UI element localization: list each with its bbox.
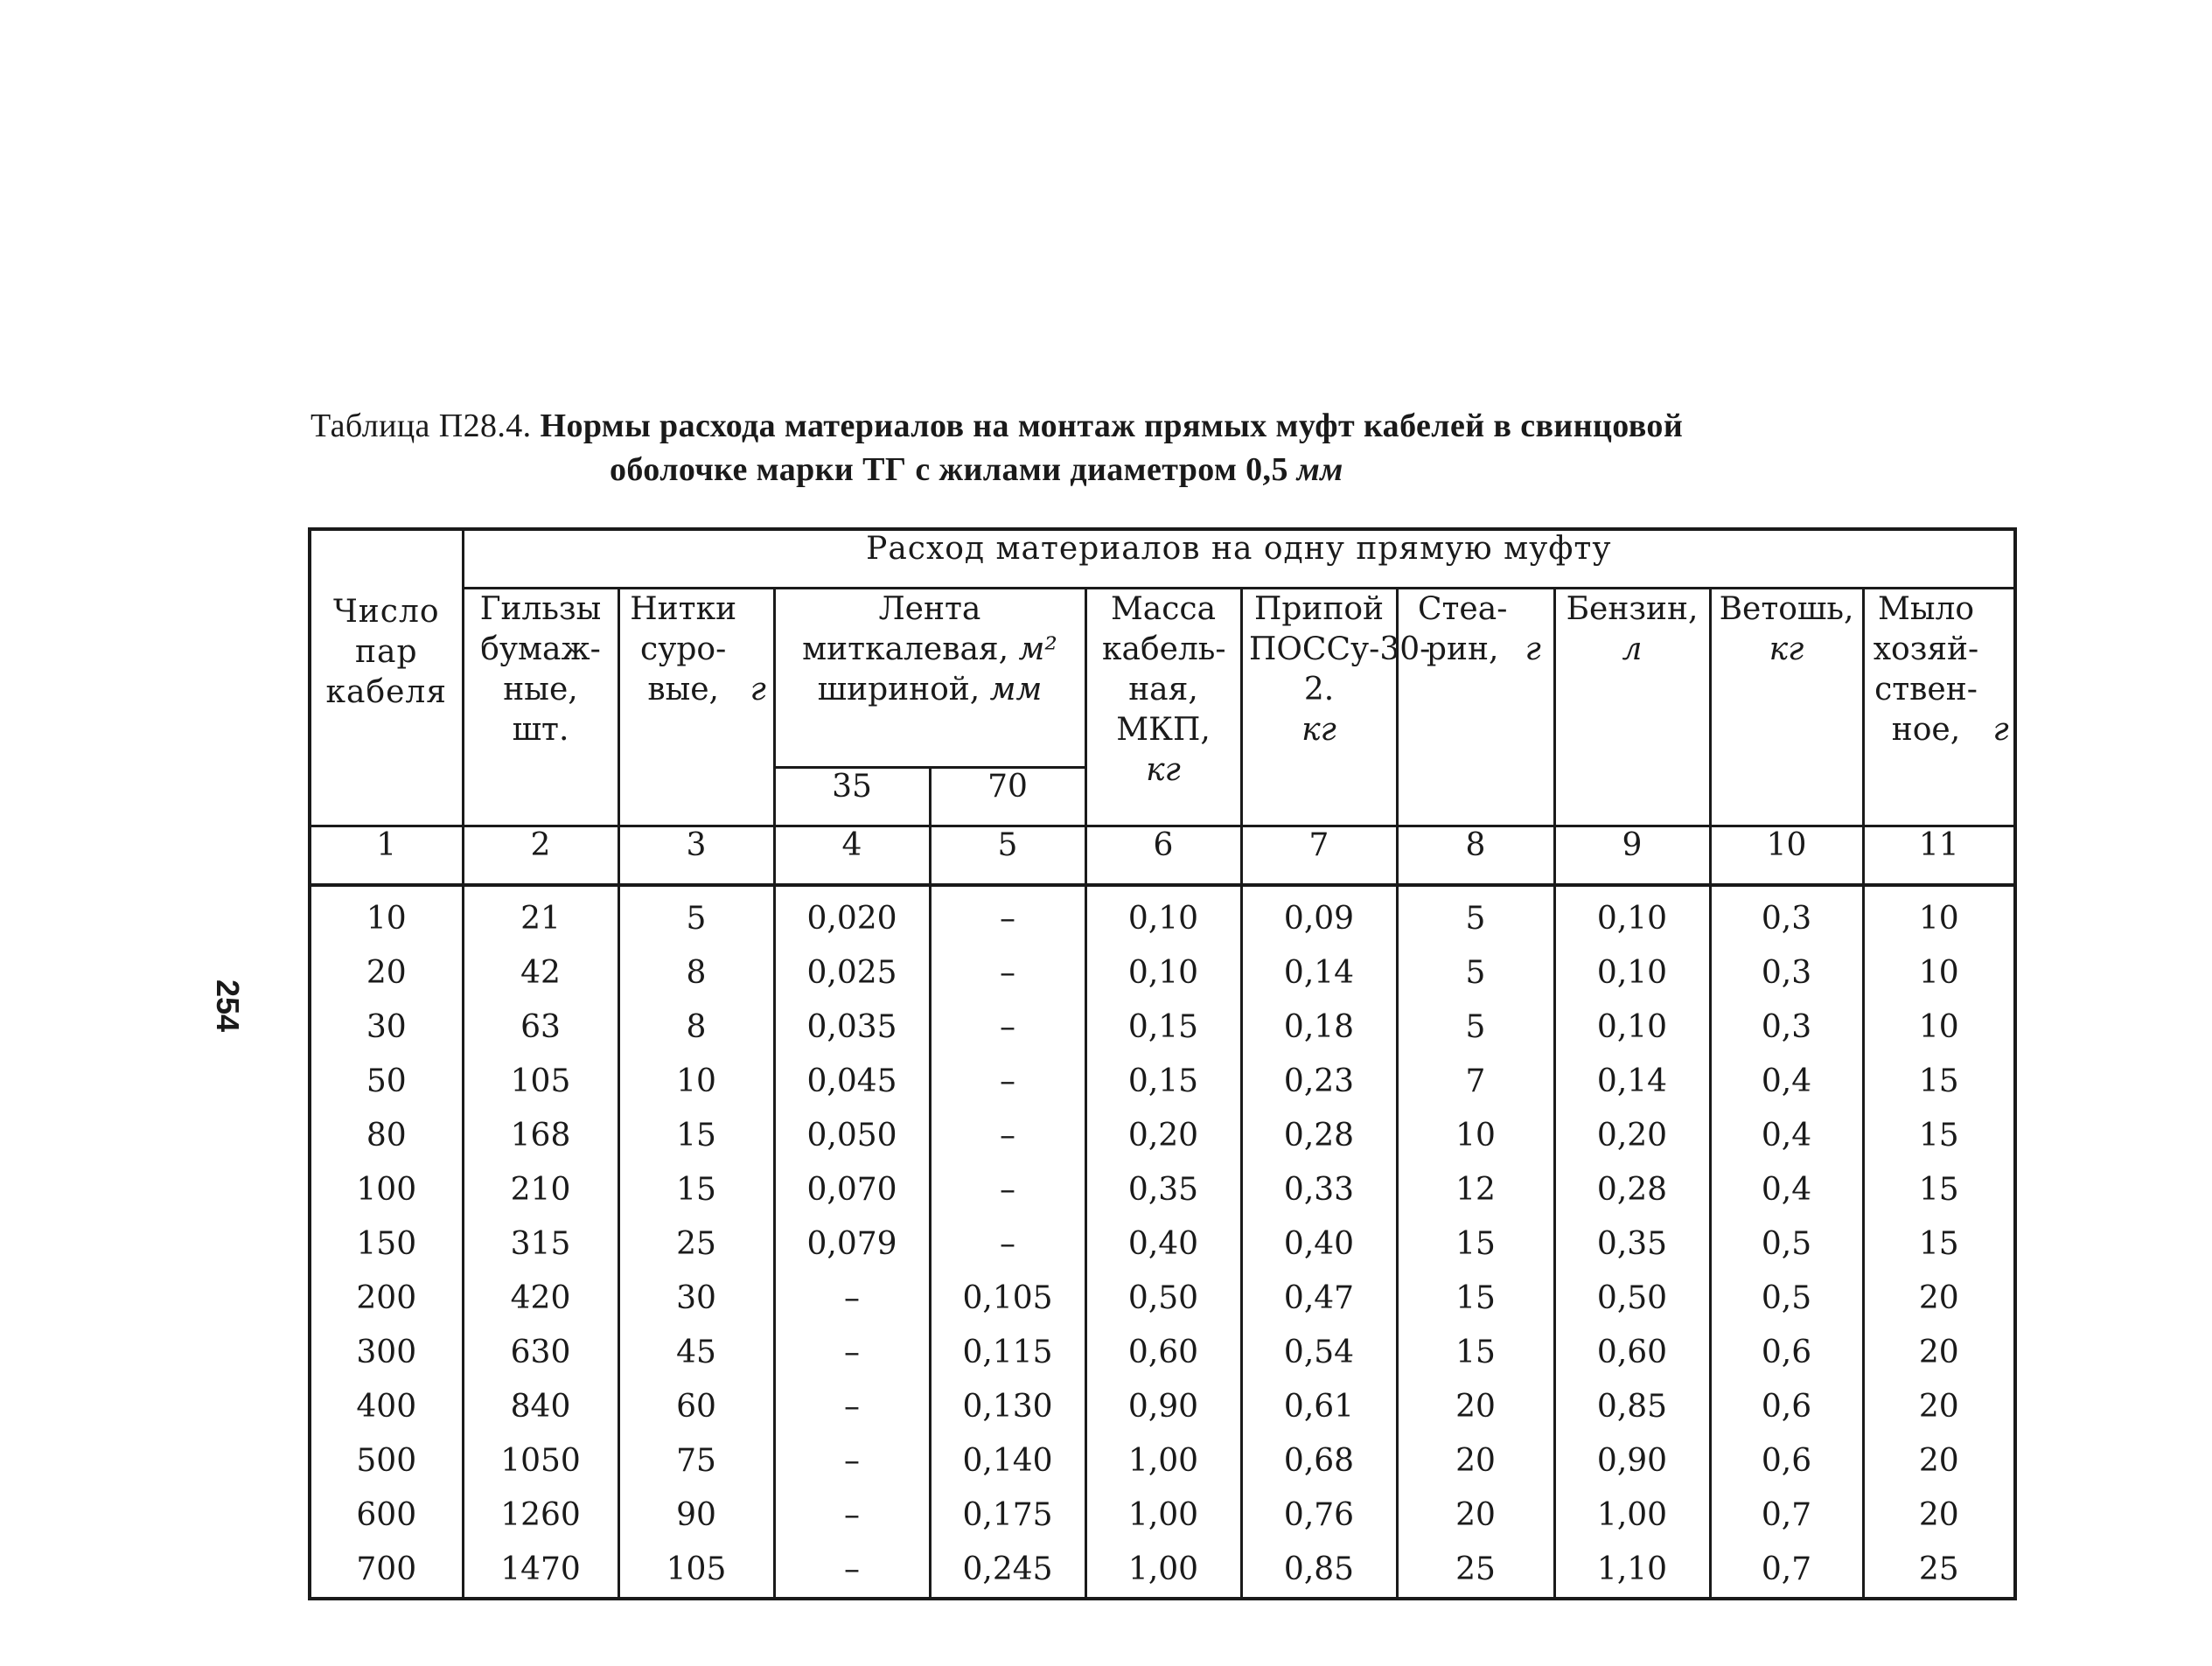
table-cell: 5 bbox=[618, 885, 774, 946]
column-number: 2 bbox=[463, 826, 618, 886]
table-cell: 10 bbox=[1397, 1109, 1554, 1163]
table-cell: 600 bbox=[310, 1488, 463, 1543]
table-cell: 1,10 bbox=[1554, 1543, 1710, 1599]
header-nitki: Нитки суро-вые, г bbox=[618, 589, 774, 826]
table-cell: – bbox=[774, 1326, 930, 1380]
table-cell: 0,025 bbox=[774, 946, 930, 1000]
table-cell: 0,6 bbox=[1710, 1434, 1863, 1488]
table-cell: 0,54 bbox=[1241, 1326, 1397, 1380]
table-cell: 0,105 bbox=[930, 1272, 1085, 1326]
table-cell: 0,76 bbox=[1241, 1488, 1397, 1543]
column-number: 1 bbox=[310, 826, 463, 886]
table-cell: 0,15 bbox=[1085, 1055, 1241, 1109]
table-cell: 25 bbox=[1397, 1543, 1554, 1599]
table-cell: – bbox=[774, 1488, 930, 1543]
table-cell: 0,23 bbox=[1241, 1055, 1397, 1109]
table-cell: – bbox=[774, 1380, 930, 1434]
table-cell: – bbox=[930, 1217, 1085, 1272]
table-cell: 15 bbox=[618, 1109, 774, 1163]
table-cell: 0,09 bbox=[1241, 885, 1397, 946]
table-cell: 12 bbox=[1397, 1163, 1554, 1217]
column-number: 5 bbox=[930, 826, 1085, 886]
table-cell: – bbox=[930, 946, 1085, 1000]
table-cell: 20 bbox=[1863, 1488, 2015, 1543]
table-row bbox=[310, 1380, 2015, 1434]
table-cell: 0,5 bbox=[1710, 1272, 1863, 1326]
table-cell: 10 bbox=[1863, 946, 2015, 1000]
table-title-unit: мм bbox=[1296, 451, 1343, 488]
table-cell: – bbox=[930, 1000, 1085, 1055]
table-cell: 20 bbox=[1397, 1380, 1554, 1434]
table-cell: 0,85 bbox=[1241, 1543, 1397, 1599]
table-cell: 25 bbox=[618, 1217, 774, 1272]
table-body bbox=[310, 885, 2015, 1599]
table-cell: 0,33 bbox=[1241, 1163, 1397, 1217]
table-cell: 10 bbox=[618, 1055, 774, 1109]
table-cell: 0,50 bbox=[1085, 1272, 1241, 1326]
table-cell: 15 bbox=[618, 1163, 774, 1217]
table-cell: 5 bbox=[1397, 885, 1554, 946]
table-cell: 8 bbox=[618, 1000, 774, 1055]
table-cell: 0,10 bbox=[1554, 946, 1710, 1000]
table-cell: 25 bbox=[1863, 1543, 2015, 1599]
table-cell: 0,10 bbox=[1554, 885, 1710, 946]
table-row bbox=[310, 1326, 2015, 1380]
table-cell: 0,28 bbox=[1241, 1109, 1397, 1163]
table-cell: 0,3 bbox=[1710, 946, 1863, 1000]
table-cell: 20 bbox=[1397, 1488, 1554, 1543]
table-cell: 0,3 bbox=[1710, 1000, 1863, 1055]
table-cell: 63 bbox=[463, 1000, 618, 1055]
column-number: 9 bbox=[1554, 826, 1710, 886]
table-cell: 20 bbox=[1863, 1380, 2015, 1434]
table-cell: 400 bbox=[310, 1380, 463, 1434]
table-cell: 0,245 bbox=[930, 1543, 1085, 1599]
table-cell: 300 bbox=[310, 1326, 463, 1380]
table-cell: 0,28 bbox=[1554, 1163, 1710, 1217]
table-cell: 0,10 bbox=[1085, 946, 1241, 1000]
table-cell: 15 bbox=[1397, 1272, 1554, 1326]
table-cell: 0,020 bbox=[774, 885, 930, 946]
table-cell: 80 bbox=[310, 1109, 463, 1163]
table-cell: 1,00 bbox=[1554, 1488, 1710, 1543]
table-cell: 0,7 bbox=[1710, 1543, 1863, 1599]
table-cell: 0,60 bbox=[1554, 1326, 1710, 1380]
header-group: Расход материалов на одну прямую муфту bbox=[463, 529, 2015, 589]
table-cell: – bbox=[774, 1543, 930, 1599]
table-cell: 1,00 bbox=[1085, 1488, 1241, 1543]
table-cell: 0,10 bbox=[1554, 1000, 1710, 1055]
table-cell: 0,90 bbox=[1554, 1434, 1710, 1488]
header-mylo: Мыло хозяй-ствен-ное, г bbox=[1863, 589, 2015, 826]
table-cell: 0,50 bbox=[1554, 1272, 1710, 1326]
table-cell: 700 bbox=[310, 1543, 463, 1599]
column-number: 7 bbox=[1241, 826, 1397, 886]
table-cell: 15 bbox=[1863, 1217, 2015, 1272]
table-cell: 15 bbox=[1397, 1217, 1554, 1272]
table-cell: – bbox=[774, 1272, 930, 1326]
table-cell: 0,4 bbox=[1710, 1055, 1863, 1109]
table-row bbox=[310, 946, 2015, 1000]
table-cell: 0,130 bbox=[930, 1380, 1085, 1434]
table-cell: 8 bbox=[618, 946, 774, 1000]
table-cell: 200 bbox=[310, 1272, 463, 1326]
table-cell: 0,35 bbox=[1085, 1163, 1241, 1217]
table-cell: 0,60 bbox=[1085, 1326, 1241, 1380]
table-cell: 0,14 bbox=[1554, 1055, 1710, 1109]
table-cell: 0,20 bbox=[1085, 1109, 1241, 1163]
table-cell: 30 bbox=[310, 1000, 463, 1055]
header-pairs-label: Число пар кабеля bbox=[325, 594, 448, 710]
table-row bbox=[310, 1109, 2015, 1163]
table-cell: 0,14 bbox=[1241, 946, 1397, 1000]
table-cell: 0,10 bbox=[1085, 885, 1241, 946]
table-cell: 1260 bbox=[463, 1488, 618, 1543]
table-cell: 7 bbox=[1397, 1055, 1554, 1109]
table-cell: 840 bbox=[463, 1380, 618, 1434]
header-massa: Масса кабель-ная, МКП, кг bbox=[1085, 589, 1241, 826]
column-number: 4 bbox=[774, 826, 930, 886]
table-row bbox=[310, 1488, 2015, 1543]
table-row bbox=[310, 1272, 2015, 1326]
header-gilzy: Гильзы бумаж-ные, шт. bbox=[463, 589, 618, 826]
table-cell: 0,115 bbox=[930, 1326, 1085, 1380]
table-cell: 105 bbox=[463, 1055, 618, 1109]
table-cell: 5 bbox=[1397, 946, 1554, 1000]
table-cell: 5 bbox=[1397, 1000, 1554, 1055]
table-cell: 10 bbox=[1863, 1000, 2015, 1055]
table-cell: 0,40 bbox=[1085, 1217, 1241, 1272]
table-cell: 0,050 bbox=[774, 1109, 930, 1163]
table-cell: 100 bbox=[310, 1163, 463, 1217]
table-cell: 1050 bbox=[463, 1434, 618, 1488]
table-row bbox=[310, 1000, 2015, 1055]
table-cell: 420 bbox=[463, 1272, 618, 1326]
table-cell: 20 bbox=[1397, 1434, 1554, 1488]
table-row bbox=[310, 1055, 2015, 1109]
header-pairs bbox=[310, 529, 463, 826]
table-cell: 0,175 bbox=[930, 1488, 1085, 1543]
column-number-row bbox=[310, 826, 2015, 886]
table-cell: – bbox=[930, 1055, 1085, 1109]
table-cell: 150 bbox=[310, 1217, 463, 1272]
table-cell: 15 bbox=[1863, 1163, 2015, 1217]
table-cell: 30 bbox=[618, 1272, 774, 1326]
column-number: 10 bbox=[1710, 826, 1863, 886]
table-cell: 0,045 bbox=[774, 1055, 930, 1109]
table-cell: 0,61 bbox=[1241, 1380, 1397, 1434]
table-cell: 210 bbox=[463, 1163, 618, 1217]
table-cell: 0,68 bbox=[1241, 1434, 1397, 1488]
table-row bbox=[310, 1217, 2015, 1272]
header-benzin: Бензин, л bbox=[1554, 589, 1710, 826]
table-cell: 0,079 bbox=[774, 1217, 930, 1272]
table-cell: 168 bbox=[463, 1109, 618, 1163]
header-lenta-35: 35 bbox=[774, 768, 930, 826]
table-cell: 45 bbox=[618, 1326, 774, 1380]
table-cell: 50 bbox=[310, 1055, 463, 1109]
table-cell: 0,5 bbox=[1710, 1217, 1863, 1272]
header-vetosh: Ветошь, кг bbox=[1710, 589, 1863, 826]
table-cell: 0,6 bbox=[1710, 1380, 1863, 1434]
table-row bbox=[310, 885, 2015, 946]
table-cell: 60 bbox=[618, 1380, 774, 1434]
header-lenta: Лента миткалевая, м² шириной, мм bbox=[774, 589, 1085, 768]
header-lenta-70: 70 bbox=[930, 768, 1085, 826]
table-cell: 42 bbox=[463, 946, 618, 1000]
table-cell: 105 bbox=[618, 1543, 774, 1599]
table-cell: – bbox=[930, 885, 1085, 946]
table-cell: 0,070 bbox=[774, 1163, 930, 1217]
table-title-line2: оболочке марки ТГ с жилами диаметром 0,5 bbox=[610, 451, 1288, 488]
table-cell: – bbox=[930, 1163, 1085, 1217]
materials-table bbox=[308, 527, 2017, 1600]
table-cell: 20 bbox=[1863, 1272, 2015, 1326]
table-cell: 315 bbox=[463, 1217, 618, 1272]
table-cell: – bbox=[774, 1434, 930, 1488]
table-cell: 0,18 bbox=[1241, 1000, 1397, 1055]
column-number: 6 bbox=[1085, 826, 1241, 886]
table-cell: 0,40 bbox=[1241, 1217, 1397, 1272]
header-stearin: Стеа-рин, г bbox=[1397, 589, 1554, 826]
column-number: 3 bbox=[618, 826, 774, 886]
table-cell: 15 bbox=[1863, 1055, 2015, 1109]
table-cell: 0,90 bbox=[1085, 1380, 1241, 1434]
table-title-line1: Нормы расхода материалов на монтаж прямых муфт кабелей в свинцовой bbox=[540, 408, 1684, 444]
table-cell: 90 bbox=[618, 1488, 774, 1543]
table-cell: 10 bbox=[1863, 885, 2015, 946]
table-cell: 1,00 bbox=[1085, 1434, 1241, 1488]
column-number: 11 bbox=[1863, 826, 2015, 886]
table-cell: 20 bbox=[1863, 1434, 2015, 1488]
table-cell: 0,035 bbox=[774, 1000, 930, 1055]
table-cell: 0,47 bbox=[1241, 1272, 1397, 1326]
table-cell: 630 bbox=[463, 1326, 618, 1380]
table-cell: 15 bbox=[1397, 1326, 1554, 1380]
table-cell: 0,6 bbox=[1710, 1326, 1863, 1380]
table-cell: 21 bbox=[463, 885, 618, 946]
table-cell: 20 bbox=[1863, 1326, 2015, 1380]
table-cell: 0,3 bbox=[1710, 885, 1863, 946]
header-pripoy: Припой ПОССу-30-2. кг bbox=[1241, 589, 1397, 826]
table-cell: 0,35 bbox=[1554, 1217, 1710, 1272]
table-cell: 0,7 bbox=[1710, 1488, 1863, 1543]
column-number: 8 bbox=[1397, 826, 1554, 886]
table-cell: 0,4 bbox=[1710, 1163, 1863, 1217]
table-caption bbox=[311, 404, 2025, 491]
table-row bbox=[310, 1543, 2015, 1599]
table-cell: 15 bbox=[1863, 1109, 2015, 1163]
table-cell: 1470 bbox=[463, 1543, 618, 1599]
table-cell: 1,00 bbox=[1085, 1543, 1241, 1599]
table-label: Таблица П28.4. bbox=[311, 408, 532, 444]
table-cell: – bbox=[930, 1109, 1085, 1163]
table-cell: 500 bbox=[310, 1434, 463, 1488]
table-cell: 0,85 bbox=[1554, 1380, 1710, 1434]
table-cell: 0,4 bbox=[1710, 1109, 1863, 1163]
table-cell: 0,140 bbox=[930, 1434, 1085, 1488]
table-cell: 0,15 bbox=[1085, 1000, 1241, 1055]
table-row bbox=[310, 1434, 2015, 1488]
table-cell: 10 bbox=[310, 885, 463, 946]
table-cell: 75 bbox=[618, 1434, 774, 1488]
table-cell: 0,20 bbox=[1554, 1109, 1710, 1163]
table-cell: 20 bbox=[310, 946, 463, 1000]
page-number: 254 bbox=[210, 979, 246, 1033]
table-row bbox=[310, 1163, 2015, 1217]
